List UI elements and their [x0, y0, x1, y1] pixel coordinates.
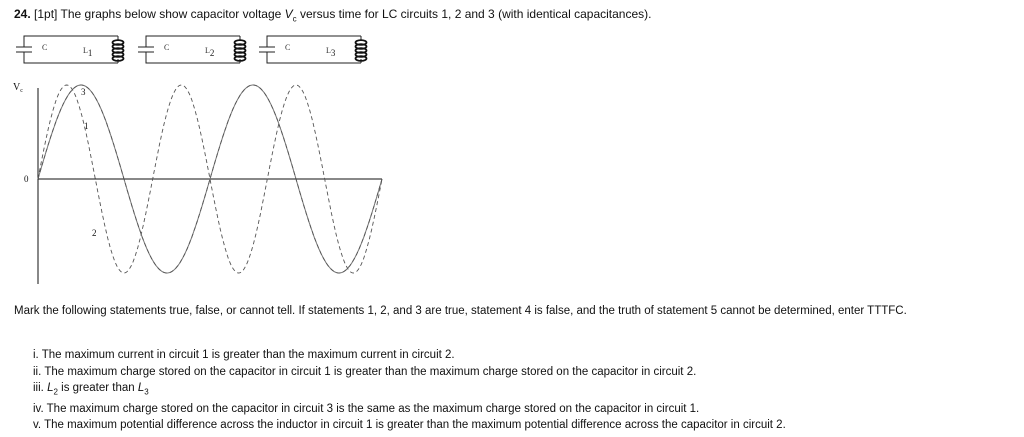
question-text-before: The graphs below show capacitor voltage [57, 7, 285, 21]
inductor-label: L1 [83, 46, 93, 58]
statement-5: v. The maximum potential difference across the inductor in circuit 1 is greater than the maximum potential difference across the capacitor in circuit 2. [33, 419, 786, 432]
capacitor-label: C [42, 43, 48, 52]
question-text-after: versus time for LC circuits 1, 2 and 3 (with identical capacitances). [296, 7, 652, 21]
voltage-variable: V [284, 7, 293, 21]
curve-label-2: 2 [92, 228, 97, 238]
inductor-label: L3 [326, 46, 336, 58]
question-number: 24. [14, 7, 31, 21]
curve-label-3: 3 [81, 87, 86, 97]
statement-3: iii. $L_2$ is greater than $L_3$ [33, 382, 149, 397]
curve-label-1: 1 [84, 121, 89, 131]
statement-1: i. The maximum current in circuit 1 is greater than the maximum current in circuit 2. [33, 349, 455, 361]
capacitor-label: C [285, 43, 291, 52]
voltage-subscript: c [292, 14, 297, 24]
instructions-text: Mark the following statements true, false, or cannot tell. If statements 1, 2, and 3 are true, statement 4 is false, and the truth of statement 5 cannot be determined, enter TTTFC. [14, 305, 907, 317]
inductor-label: L2 [205, 46, 215, 58]
statements-list [33, 347, 786, 434]
question-points: [1pt] [34, 7, 58, 21]
statement-4: iv. The maximum charge stored on the capacitor in circuit 3 is the same as the maximum charge stored on the capacitor in circuit 1. [33, 402, 700, 415]
y-axis-label: $V_c$ [13, 82, 23, 94]
capacitor-label: C [164, 43, 170, 52]
statement-2: ii. The maximum charge stored on the capacitor in circuit 1 is greater than the maximum charge stored on the capacitor in circuit 2. [33, 365, 697, 378]
origin-label: 0 [24, 174, 29, 184]
